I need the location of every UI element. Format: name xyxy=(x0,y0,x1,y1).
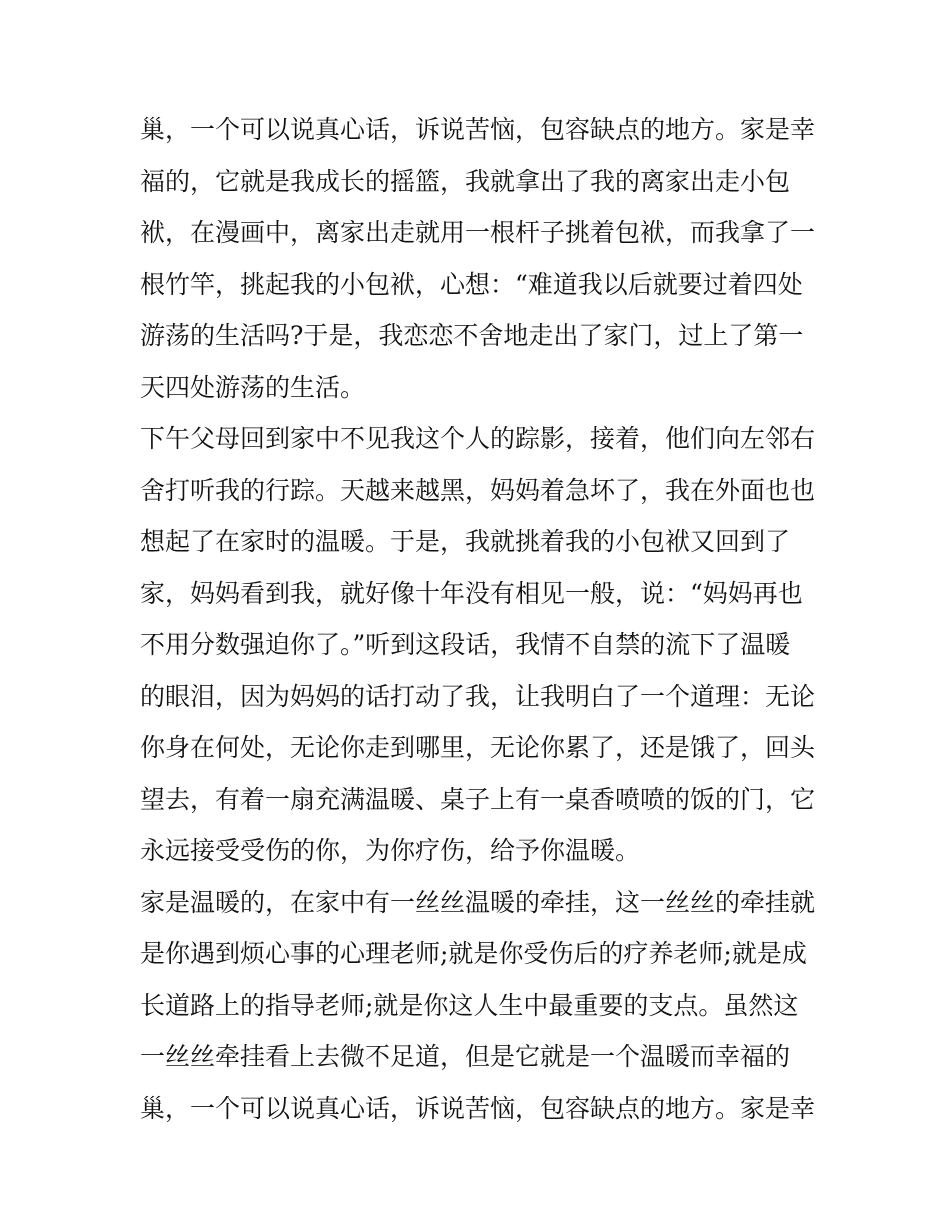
text-line: 家，妈妈看到我，就好像十年没有相见一般，说：“妈妈再也 xyxy=(140,578,803,608)
text-line: 巢，一个可以说真心话，诉说苦恼，包容缺点的地方。家是幸 xyxy=(140,1093,816,1123)
text-line: 下午父母回到家中不见我这个人的踪影，接着，他们向左邻右 xyxy=(140,424,816,453)
text-line: 袱，在漫画中，离家出走就用一根杆子挑着包袱，而我拿了一 xyxy=(140,218,816,247)
text-line: 舍打听我的行踪。天越来越黑，妈妈着急坏了，我在外面也也 xyxy=(140,475,816,505)
text-line: 根竹竿，挑起我的小包袱，心想：“难道我以后就要过着四处 xyxy=(140,269,803,299)
text-line: 你身在何处，无论你走到哪里，无论你累了，还是饿了，回头 xyxy=(140,733,816,762)
text-line: 是你遇到烦心事的心理老师;就是你受伤后的疗养老师;就是成 xyxy=(140,939,807,968)
text-line: 家是温暖的，在家中有一丝丝温暖的牵挂，这一丝丝的牵挂就 xyxy=(140,887,816,917)
text-line: 一丝丝牵挂看上去微不足道，但是它就是一个温暖而幸福的 xyxy=(140,1042,791,1071)
text-line: 长道路上的指导老师;就是你这人生中最重要的支点。虽然这 xyxy=(140,990,799,1020)
text-line: 想起了在家时的温暖。于是，我就挑着我的小包袱又回到了 xyxy=(140,527,791,556)
body-text xyxy=(140,104,820,1134)
text-line: 游荡的生活吗?于是，我恋恋不舍地走出了家门，过上了第一 xyxy=(140,321,804,350)
text-line: 天四处游荡的生活。 xyxy=(140,372,366,402)
text-line: 望去，有着一扇充满温暖、桌子上有一桌香喷喷的饭的门，它 xyxy=(140,784,816,814)
text-line: 不用分数强迫你了。”听到这段话，我情不自禁的流下了温暖 xyxy=(140,630,791,659)
text-line: 永远接受受伤的你，为你疗伤，给予你温暖。 xyxy=(140,836,641,865)
text-line: 福的，它就是我成长的摇篮，我就拿出了我的离家出走小包 xyxy=(140,166,791,196)
text-line: 的眼泪，因为妈妈的话打动了我，让我明白了一个道理：无论 xyxy=(140,681,816,711)
text-line: 巢，一个可以说真心话，诉说苦恼，包容缺点的地方。家是幸 xyxy=(140,115,816,144)
